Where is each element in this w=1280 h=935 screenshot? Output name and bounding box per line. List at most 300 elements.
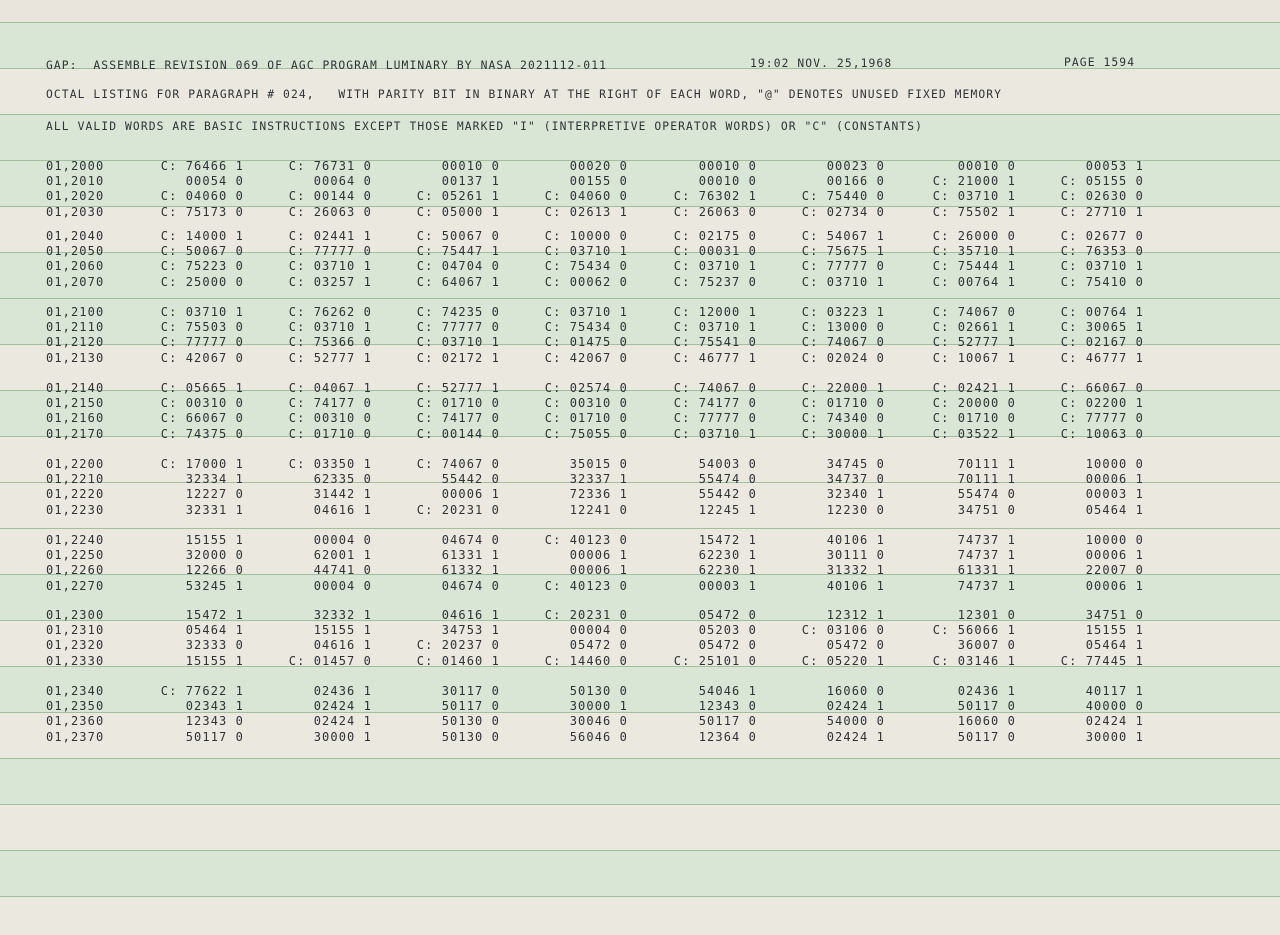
paper-rule xyxy=(0,528,1280,529)
octal-word: 53245 1 xyxy=(185,578,244,593)
listing-title: GAP: ASSEMBLE REVISION 069 OF AGC PROGRAM LUMINARY BY NASA 2021112-011 xyxy=(46,59,607,72)
row-address: 01,2370 xyxy=(46,729,105,744)
listing-legend: ALL VALID WORDS ARE BASIC INSTRUCTIONS EXCEPT THOSE MARKED "I" (INTERPRETIVE OPERATOR WORDS) OR "C" (CONSTANTS) xyxy=(46,120,924,133)
octal-word: 00006 1 xyxy=(569,548,628,563)
octal-word: 05464 1 xyxy=(1085,502,1144,517)
listing-row xyxy=(0,730,1280,745)
octal-word: C: 02200 1 xyxy=(1060,396,1144,411)
octal-word: 15155 1 xyxy=(185,653,244,668)
octal-word: 05464 1 xyxy=(1085,638,1144,653)
paper-rule xyxy=(0,850,1280,851)
octal-word: C: 22000 1 xyxy=(801,381,885,395)
octal-word: 15155 1 xyxy=(185,533,244,547)
octal-word: 30111 0 xyxy=(826,548,885,563)
octal-word: C: 02421 1 xyxy=(932,381,1016,395)
octal-word: 05472 0 xyxy=(826,638,885,653)
octal-word: C: 03710 1 xyxy=(416,335,500,350)
octal-word: C: 14460 0 xyxy=(544,653,628,668)
listing-timestamp: 19:02 NOV. 25,1968 xyxy=(750,57,893,70)
octal-word: C: 46777 1 xyxy=(1060,350,1144,365)
octal-word: C: 03710 1 xyxy=(932,189,1016,204)
octal-word: C: 76466 1 xyxy=(160,159,244,173)
octal-word: 02424 1 xyxy=(313,699,372,714)
octal-word: C: 56066 1 xyxy=(932,623,1016,638)
octal-word: 32332 1 xyxy=(313,608,372,622)
octal-word: 62230 1 xyxy=(698,548,757,563)
octal-word: 34737 0 xyxy=(826,472,885,487)
octal-word: C: 30065 1 xyxy=(1060,320,1144,335)
octal-word: 16060 0 xyxy=(957,714,1016,729)
octal-word: C: 77445 1 xyxy=(1060,653,1144,668)
octal-word: 00006 1 xyxy=(569,563,628,578)
octal-word: C: 00310 0 xyxy=(288,411,372,426)
octal-word: C: 74067 0 xyxy=(801,335,885,350)
octal-word: C: 10000 0 xyxy=(544,229,628,243)
listing-row xyxy=(0,189,1280,204)
listing-row xyxy=(0,579,1280,594)
octal-word: 62001 1 xyxy=(313,548,372,563)
octal-word: C: 03710 1 xyxy=(673,320,757,335)
octal-word: 12301 0 xyxy=(957,608,1016,622)
octal-word: C: 12000 1 xyxy=(673,305,757,319)
octal-word: 32337 1 xyxy=(569,472,628,487)
paper-rule xyxy=(0,804,1280,805)
octal-word: C: 66067 0 xyxy=(1060,381,1144,395)
paper-rule xyxy=(0,896,1280,897)
octal-word: C: 76731 0 xyxy=(288,159,372,173)
octal-word: 16060 0 xyxy=(826,684,885,698)
octal-word: C: 74340 0 xyxy=(801,411,885,426)
paper-rule xyxy=(0,114,1280,115)
octal-word: C: 76353 0 xyxy=(1060,244,1144,259)
row-address: 01,2220 xyxy=(46,487,105,502)
octal-word: C: 50067 0 xyxy=(160,244,244,259)
octal-word: 05472 0 xyxy=(698,638,757,653)
octal-word: 44741 0 xyxy=(313,563,372,578)
row-address: 01,2300 xyxy=(46,608,105,622)
octal-word: C: 01460 1 xyxy=(416,653,500,668)
listing-row xyxy=(0,305,1280,320)
octal-word: 12343 0 xyxy=(698,699,757,714)
row-address: 01,2060 xyxy=(46,259,105,274)
octal-word: C: 04704 0 xyxy=(416,259,500,274)
paper-band xyxy=(0,804,1280,850)
octal-word: C: 64067 1 xyxy=(416,274,500,289)
row-address: 01,2040 xyxy=(46,229,105,243)
octal-word: C: 05261 1 xyxy=(416,189,500,204)
octal-word: 00054 0 xyxy=(185,174,244,189)
octal-word: 00004 0 xyxy=(313,578,372,593)
octal-word: C: 02441 1 xyxy=(288,229,372,243)
listing-row xyxy=(0,351,1280,366)
paper-rule xyxy=(0,758,1280,759)
row-address: 01,2360 xyxy=(46,714,105,729)
octal-word: C: 77622 1 xyxy=(160,684,244,698)
listing-row xyxy=(0,427,1280,442)
octal-word: 74737 1 xyxy=(957,578,1016,593)
listing-row xyxy=(0,684,1280,699)
octal-word: C: 50067 0 xyxy=(416,229,500,243)
octal-word: 02424 1 xyxy=(826,699,885,714)
octal-word: C: 02613 1 xyxy=(544,204,628,219)
listing-row xyxy=(0,533,1280,548)
octal-word: 00137 1 xyxy=(441,174,500,189)
octal-word: 15472 1 xyxy=(698,533,757,547)
octal-word: C: 75675 1 xyxy=(801,244,885,259)
octal-word: C: 03522 1 xyxy=(932,426,1016,441)
row-address: 01,2010 xyxy=(46,174,105,189)
octal-word: 15155 1 xyxy=(313,623,372,638)
octal-word: C: 35710 1 xyxy=(932,244,1016,259)
octal-word: C: 03710 1 xyxy=(160,305,244,319)
row-address: 01,2260 xyxy=(46,563,105,578)
row-address: 01,2240 xyxy=(46,533,105,547)
row-address: 01,2000 xyxy=(46,159,105,173)
listing-row xyxy=(0,503,1280,518)
row-address: 01,2310 xyxy=(46,623,105,638)
octal-word: C: 00031 0 xyxy=(673,244,757,259)
octal-word: 02343 1 xyxy=(185,699,244,714)
octal-word: 32000 0 xyxy=(185,548,244,563)
octal-word: 56046 0 xyxy=(569,729,628,744)
octal-word: C: 04060 0 xyxy=(160,189,244,204)
octal-word: 12227 0 xyxy=(185,487,244,502)
octal-word: C: 77777 0 xyxy=(673,411,757,426)
octal-word: 36007 0 xyxy=(957,638,1016,653)
octal-word: 10000 0 xyxy=(1085,533,1144,547)
octal-word: C: 54067 1 xyxy=(801,229,885,243)
octal-word: 55474 0 xyxy=(957,487,1016,502)
octal-word: C: 03710 1 xyxy=(801,274,885,289)
octal-word: C: 75444 1 xyxy=(932,259,1016,274)
octal-word: C: 77777 0 xyxy=(160,335,244,350)
octal-word: 30000 1 xyxy=(1085,729,1144,744)
octal-word: 12266 0 xyxy=(185,563,244,578)
octal-word: 00006 1 xyxy=(441,487,500,502)
octal-word: C: 05220 1 xyxy=(801,653,885,668)
listing-row xyxy=(0,638,1280,653)
listing-row xyxy=(0,654,1280,669)
octal-word: 50117 0 xyxy=(185,729,244,744)
octal-word: 32340 1 xyxy=(826,487,885,502)
listing-row xyxy=(0,159,1280,174)
octal-word: 02424 1 xyxy=(1085,714,1144,729)
row-address: 01,2150 xyxy=(46,396,105,411)
listing-row xyxy=(0,244,1280,259)
listing-row xyxy=(0,205,1280,220)
octal-word: C: 21000 1 xyxy=(932,174,1016,189)
octal-word: 05472 0 xyxy=(569,638,628,653)
octal-word: C: 26000 0 xyxy=(932,229,1016,243)
listing-row xyxy=(0,608,1280,623)
octal-word: 00003 1 xyxy=(698,578,757,593)
octal-word: C: 74375 0 xyxy=(160,426,244,441)
octal-word: 12343 0 xyxy=(185,714,244,729)
octal-word: 12230 0 xyxy=(826,502,885,517)
octal-word: 55474 0 xyxy=(698,472,757,487)
octal-word: 00020 0 xyxy=(569,159,628,173)
octal-word: 00010 0 xyxy=(441,159,500,173)
octal-word: 34745 0 xyxy=(826,457,885,471)
octal-word: C: 20231 0 xyxy=(544,608,628,622)
octal-word: C: 01710 0 xyxy=(932,411,1016,426)
page-number: PAGE 1594 xyxy=(1064,56,1136,69)
listing-row xyxy=(0,320,1280,335)
row-address: 01,2170 xyxy=(46,426,105,441)
octal-word: C: 75447 1 xyxy=(416,244,500,259)
octal-word: C: 25101 0 xyxy=(673,653,757,668)
octal-word: 00010 0 xyxy=(957,159,1016,173)
octal-word: C: 75434 0 xyxy=(544,320,628,335)
octal-word: 40117 1 xyxy=(1085,684,1144,698)
octal-word: C: 42067 0 xyxy=(160,350,244,365)
paper-band xyxy=(0,758,1280,804)
octal-word: 32334 1 xyxy=(185,472,244,487)
octal-word: C: 75366 0 xyxy=(288,335,372,350)
listing-row xyxy=(0,381,1280,396)
octal-word: 50117 0 xyxy=(441,699,500,714)
octal-word: C: 13000 0 xyxy=(801,320,885,335)
octal-word: 31332 1 xyxy=(826,563,885,578)
row-address: 01,2350 xyxy=(46,699,105,714)
octal-word: C: 74235 0 xyxy=(416,305,500,319)
octal-word: C: 75503 0 xyxy=(160,320,244,335)
octal-word: C: 03710 1 xyxy=(673,426,757,441)
octal-word: C: 26063 0 xyxy=(288,204,372,219)
row-address: 01,2020 xyxy=(46,189,105,204)
row-address: 01,2200 xyxy=(46,457,105,471)
octal-word: 02436 1 xyxy=(313,684,372,698)
octal-word: C: 77777 0 xyxy=(1060,411,1144,426)
octal-word: 70111 1 xyxy=(957,472,1016,487)
octal-word: 32331 1 xyxy=(185,502,244,517)
octal-word: 04616 1 xyxy=(313,638,372,653)
row-address: 01,2250 xyxy=(46,548,105,563)
octal-word: 55442 0 xyxy=(441,472,500,487)
octal-word: 62230 1 xyxy=(698,563,757,578)
octal-word: C: 40123 0 xyxy=(544,533,628,547)
listing-row xyxy=(0,411,1280,426)
octal-word: 04616 1 xyxy=(441,608,500,622)
octal-word: C: 40123 0 xyxy=(544,578,628,593)
paper-band xyxy=(0,850,1280,896)
octal-word: 30117 0 xyxy=(441,684,500,698)
octal-word: C: 05155 0 xyxy=(1060,174,1144,189)
octal-word: 22007 0 xyxy=(1085,563,1144,578)
octal-word: 00006 1 xyxy=(1085,578,1144,593)
listing-row xyxy=(0,548,1280,563)
octal-word: 00053 1 xyxy=(1085,159,1144,173)
octal-word: 00004 0 xyxy=(569,623,628,638)
octal-word: C: 17000 1 xyxy=(160,457,244,471)
octal-word: C: 75223 0 xyxy=(160,259,244,274)
octal-word: 00006 1 xyxy=(1085,548,1144,563)
octal-word: 15472 1 xyxy=(185,608,244,622)
octal-word: C: 75237 0 xyxy=(673,274,757,289)
octal-word: C: 27710 1 xyxy=(1060,204,1144,219)
octal-word: C: 10063 0 xyxy=(1060,426,1144,441)
octal-word: C: 00764 1 xyxy=(1060,305,1144,319)
octal-word: 34751 0 xyxy=(1085,608,1144,622)
row-address: 01,2030 xyxy=(46,204,105,219)
octal-word: 70111 1 xyxy=(957,457,1016,471)
octal-word: C: 01710 0 xyxy=(801,396,885,411)
paper-rule xyxy=(0,298,1280,299)
octal-word: 12245 1 xyxy=(698,502,757,517)
listing-row xyxy=(0,396,1280,411)
octal-word: C: 75440 0 xyxy=(801,189,885,204)
octal-word: C: 02661 1 xyxy=(932,320,1016,335)
row-address: 01,2330 xyxy=(46,653,105,668)
octal-word: 40106 1 xyxy=(826,533,885,547)
octal-word: 61332 1 xyxy=(441,563,500,578)
octal-word: 74737 1 xyxy=(957,548,1016,563)
octal-word: 12312 1 xyxy=(826,608,885,622)
octal-word: C: 52777 1 xyxy=(416,381,500,395)
listing-row xyxy=(0,335,1280,350)
octal-word: 61331 1 xyxy=(957,563,1016,578)
octal-word: C: 75410 0 xyxy=(1060,274,1144,289)
listing-row xyxy=(0,229,1280,244)
listing-row xyxy=(0,563,1280,578)
octal-word: C: 20237 0 xyxy=(416,638,500,653)
row-address: 01,2160 xyxy=(46,411,105,426)
octal-word: C: 03106 0 xyxy=(801,623,885,638)
listing-row xyxy=(0,623,1280,638)
octal-word: C: 75502 1 xyxy=(932,204,1016,219)
octal-word: C: 02167 0 xyxy=(1060,335,1144,350)
octal-word: 05203 0 xyxy=(698,623,757,638)
octal-word: 40106 1 xyxy=(826,578,885,593)
row-address: 01,2340 xyxy=(46,684,105,698)
paper-rule xyxy=(0,22,1280,23)
octal-word: 54000 0 xyxy=(826,714,885,729)
octal-word: C: 66067 0 xyxy=(160,411,244,426)
listing-row xyxy=(0,699,1280,714)
octal-word: C: 00310 0 xyxy=(544,396,628,411)
octal-word: C: 02630 0 xyxy=(1060,189,1144,204)
octal-word: C: 01710 0 xyxy=(288,426,372,441)
octal-word: C: 03710 1 xyxy=(673,259,757,274)
octal-word: C: 02677 0 xyxy=(1060,229,1144,243)
octal-word: C: 02172 1 xyxy=(416,350,500,365)
octal-word: C: 20000 0 xyxy=(932,396,1016,411)
row-address: 01,2270 xyxy=(46,578,105,593)
octal-word: C: 75541 0 xyxy=(673,335,757,350)
octal-word: C: 02024 0 xyxy=(801,350,885,365)
octal-word: 50117 0 xyxy=(957,699,1016,714)
octal-word: C: 25000 0 xyxy=(160,274,244,289)
row-address: 01,2100 xyxy=(46,305,105,319)
row-address: 01,2130 xyxy=(46,350,105,365)
octal-word: C: 77777 0 xyxy=(416,320,500,335)
octal-word: 00064 0 xyxy=(313,174,372,189)
octal-word: 32333 0 xyxy=(185,638,244,653)
octal-word: C: 05000 1 xyxy=(416,204,500,219)
listing-subtitle: OCTAL LISTING FOR PARAGRAPH # 024, WITH PARITY BIT IN BINARY AT THE RIGHT OF EACH WORD, "@" DENOTES UNUSED FIXED MEMORY xyxy=(46,88,1003,101)
octal-word: C: 00310 0 xyxy=(160,396,244,411)
octal-word: C: 46777 1 xyxy=(673,350,757,365)
octal-word: 00004 0 xyxy=(313,533,372,547)
octal-word: C: 00062 0 xyxy=(544,274,628,289)
octal-word: C: 20231 0 xyxy=(416,502,500,517)
octal-word: 30000 1 xyxy=(313,729,372,744)
row-address: 01,2210 xyxy=(46,472,105,487)
octal-word: 12241 0 xyxy=(569,502,628,517)
listing-row xyxy=(0,275,1280,290)
octal-word: C: 74067 0 xyxy=(673,381,757,395)
octal-word: C: 75434 0 xyxy=(544,259,628,274)
listing-row xyxy=(0,487,1280,502)
octal-word: 72336 1 xyxy=(569,487,628,502)
octal-word: 34751 0 xyxy=(957,502,1016,517)
row-address: 01,2070 xyxy=(46,274,105,289)
octal-word: 02424 1 xyxy=(826,729,885,744)
listing-row xyxy=(0,714,1280,729)
octal-word: C: 02734 0 xyxy=(801,204,885,219)
row-address: 01,2110 xyxy=(46,320,105,335)
octal-word: 00003 1 xyxy=(1085,487,1144,502)
octal-word: 00006 1 xyxy=(1085,472,1144,487)
octal-word: C: 10067 1 xyxy=(932,350,1016,365)
octal-word: 05472 0 xyxy=(698,608,757,622)
octal-word: 50130 0 xyxy=(441,729,500,744)
octal-word: C: 00764 1 xyxy=(932,274,1016,289)
octal-word: 02436 1 xyxy=(957,684,1016,698)
octal-word: 10000 0 xyxy=(1085,457,1144,471)
octal-word: C: 02574 0 xyxy=(544,381,628,395)
octal-word: C: 03710 1 xyxy=(288,320,372,335)
octal-word: 50117 0 xyxy=(698,714,757,729)
octal-word: 12364 0 xyxy=(698,729,757,744)
octal-word: C: 03350 1 xyxy=(288,457,372,471)
row-address: 01,2140 xyxy=(46,381,105,395)
octal-word: C: 77777 0 xyxy=(288,244,372,259)
octal-word: C: 03257 1 xyxy=(288,274,372,289)
octal-word: C: 03710 1 xyxy=(1060,259,1144,274)
octal-word: 54003 0 xyxy=(698,457,757,471)
octal-word: 50117 0 xyxy=(957,729,1016,744)
listing-row xyxy=(0,174,1280,189)
octal-word: C: 26063 0 xyxy=(673,204,757,219)
octal-word: C: 74067 0 xyxy=(416,457,500,471)
octal-word: 34753 1 xyxy=(441,623,500,638)
octal-word: 04616 1 xyxy=(313,502,372,517)
octal-word: C: 01710 0 xyxy=(416,396,500,411)
octal-word: C: 03710 1 xyxy=(544,244,628,259)
row-address: 01,2120 xyxy=(46,335,105,350)
octal-word: C: 74067 0 xyxy=(932,305,1016,319)
octal-word: 55442 0 xyxy=(698,487,757,502)
octal-word: 00010 0 xyxy=(698,174,757,189)
octal-word: C: 01710 0 xyxy=(544,411,628,426)
octal-word: C: 03146 1 xyxy=(932,653,1016,668)
octal-word: 04674 0 xyxy=(441,533,500,547)
octal-word: C: 14000 1 xyxy=(160,229,244,243)
octal-word: 02424 1 xyxy=(313,714,372,729)
row-address: 01,2320 xyxy=(46,638,105,653)
row-address: 01,2050 xyxy=(46,244,105,259)
octal-word: 74737 1 xyxy=(957,533,1016,547)
octal-word: C: 03710 1 xyxy=(544,305,628,319)
octal-word: 50130 0 xyxy=(569,684,628,698)
octal-word: C: 01475 0 xyxy=(544,335,628,350)
octal-word: 05464 1 xyxy=(185,623,244,638)
listing-row xyxy=(0,259,1280,274)
octal-word: 00023 0 xyxy=(826,159,885,173)
octal-word: 30000 1 xyxy=(569,699,628,714)
octal-word: C: 04067 1 xyxy=(288,381,372,395)
